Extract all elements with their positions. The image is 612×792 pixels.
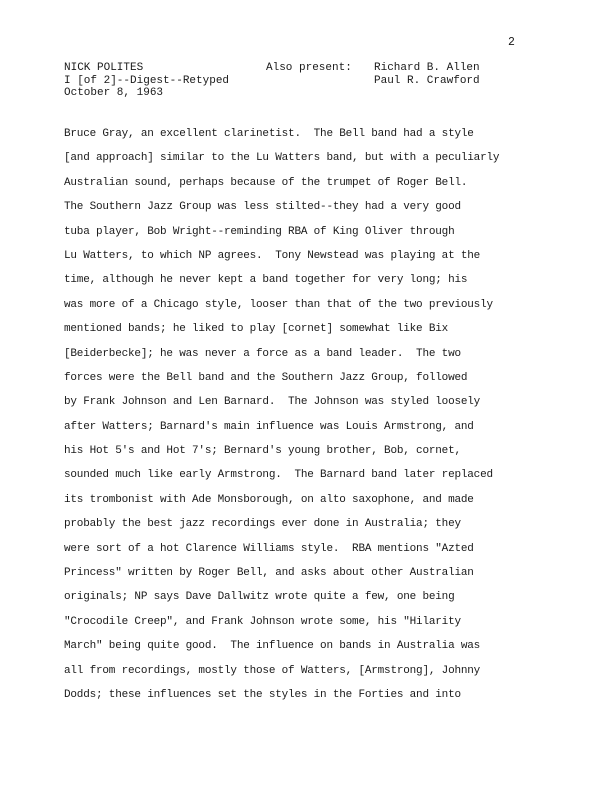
text-line: Australian sound, perhaps because of the trumpet of Roger Bell. (64, 176, 468, 189)
text-line: tuba player, Bob Wright--reminding RBA of King Oliver through (64, 225, 455, 238)
text-line: probably the best jazz recordings ever done in Australia; they (64, 518, 461, 531)
text-line: its trombonist with Ade Monsborough, on alto saxophone, and made (64, 493, 474, 506)
text-line: [and approach] similar to the Lu Watters band, but with a peculiarly (64, 152, 500, 165)
text-line: [Beiderbecke]; he was never a force as a band leader. The two (64, 347, 461, 360)
text-line: forces were the Bell band and the Southern Jazz Group, followed (64, 371, 468, 384)
text-line: The Southern Jazz Group was less stilted--they had a very good (64, 201, 461, 214)
transcript-body (64, 122, 564, 707)
text-line: his Hot 5's and Hot 7's; Bernard's young brother, Bob, cornet, (64, 445, 461, 458)
text-line: mentioned bands; he liked to play [cornet] somewhat like Bix (64, 323, 449, 336)
also-present-name: Paul R. Crawford (374, 74, 480, 87)
text-line: originals; NP says Dave Dallwitz wrote quite a few, one being (64, 591, 455, 604)
text-line: all from recordings, mostly those of Watters, [Armstrong], Johnny (64, 664, 481, 677)
header-left-block (64, 62, 229, 100)
text-line: sounded much like early Armstrong. The Barnard band later replaced (64, 469, 493, 482)
text-line: Dodds; these influences set the styles in the Forties and into (64, 688, 461, 701)
interviewee-name: NICK POLITES (64, 62, 144, 74)
session-info: I [of 2]--Digest--Retyped (64, 74, 230, 87)
text-line: Lu Watters, to which NP agrees. Tony Newstead was playing at the (64, 249, 481, 262)
text-line: was more of a Chicago style, looser than that of the two previously (64, 298, 493, 311)
text-line: were sort of a hot Clarence Williams style. RBA mentions "Azted (64, 542, 474, 555)
also-present-label: Also present: (266, 62, 352, 74)
text-line: "Crocodile Creep", and Frank Johnson wrote some, his "Hilarity (64, 615, 461, 628)
also-present-name: Richard B. Allen (374, 62, 480, 74)
text-line: Bruce Gray, an excellent clarinetist. The Bell band had a style (64, 128, 474, 140)
text-line: Princess" written by Roger Bell, and asks about other Australian (64, 567, 474, 580)
also-present-list (374, 62, 480, 87)
interview-date: October 8, 1963 (64, 87, 164, 99)
text-line: time, although he never kept a band together for very long; his (64, 274, 468, 287)
text-line: March" being quite good. The influence on bands in Australia was (64, 640, 481, 653)
text-line: by Frank Johnson and Len Barnard. The Johnson was styled loosely (64, 396, 481, 409)
page-number: 2 (508, 36, 515, 49)
text-line: after Watters; Barnard's main influence was Louis Armstrong, and (64, 420, 474, 433)
